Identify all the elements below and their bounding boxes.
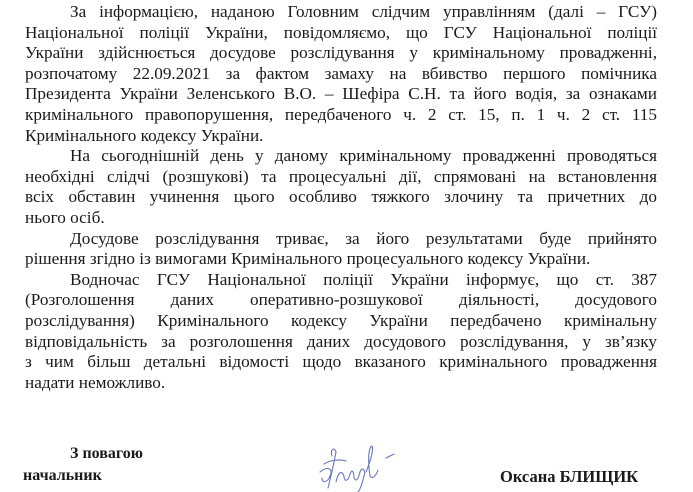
paragraph-3 xyxy=(25,229,657,270)
text-line: з чим більш детальні відомості щодо вказаного кримінального провадження xyxy=(25,352,657,372)
text-line: всіх обставин учинення цього особливо тяжкого злочину та причетних до xyxy=(25,187,657,207)
paragraph-1 xyxy=(25,2,657,146)
letter-body xyxy=(25,2,657,393)
signer-position: начальник xyxy=(23,467,102,484)
text-line: надати неможливо. xyxy=(25,372,166,392)
text-line: На сьогоднішній день у даному кримінальному провадженні проводяться xyxy=(70,146,657,166)
text-line: розслідування) Кримінального кодексу України передбачено кримінальну xyxy=(25,310,657,330)
text-line: необхідні слідчі (розшукові) та процесуальні дії, спрямовані на встановлення xyxy=(25,166,657,186)
text-line: рішення згідно із вимогами Кримінального процесуального кодексу України. xyxy=(25,249,591,269)
text-line: Водночас ГСУ Національної поліції України інформує, що ст. 387 xyxy=(70,269,657,289)
text-line: відповідальність за розголошення даних досудового розслідування, у зв’язку xyxy=(25,331,657,351)
signature-icon xyxy=(310,442,410,492)
paragraph-2 xyxy=(25,146,657,228)
text-line: Кримінального кодексу України. xyxy=(25,125,264,145)
text-line: України здійснюється досудове розслідування у кримінальному провадженні, xyxy=(25,43,657,63)
text-line: кримінального правопорушення, передбаченого ч. 2 ст. 15, п. 1 ч. 2 ст. 115 xyxy=(25,104,657,124)
text-line: нього осіб. xyxy=(25,207,105,227)
paragraph-4 xyxy=(25,270,657,394)
closing-regards: З повагою xyxy=(70,445,143,462)
signer-name: Оксана БЛИЩИК xyxy=(500,467,639,486)
text-line: Президента України Зеленського В.О. – Шефіра С.Н. та його водія, за ознаками xyxy=(25,84,657,104)
text-line: За інформацією, наданою Головним слідчим управлінням (далі – ГСУ) xyxy=(70,2,657,21)
text-line: Досудове розслідування триває, за його результатами буде прийнято xyxy=(70,228,657,248)
text-line: Національної поліції України, повідомляємо, що ГСУ Національної поліції xyxy=(25,22,657,42)
text-line: (Розголошення даних оперативно-розшукової діяльності, досудового xyxy=(25,290,657,310)
text-line: розпочатому 22.09.2021 за фактом замаху на вбивство першого помічника xyxy=(25,63,657,83)
